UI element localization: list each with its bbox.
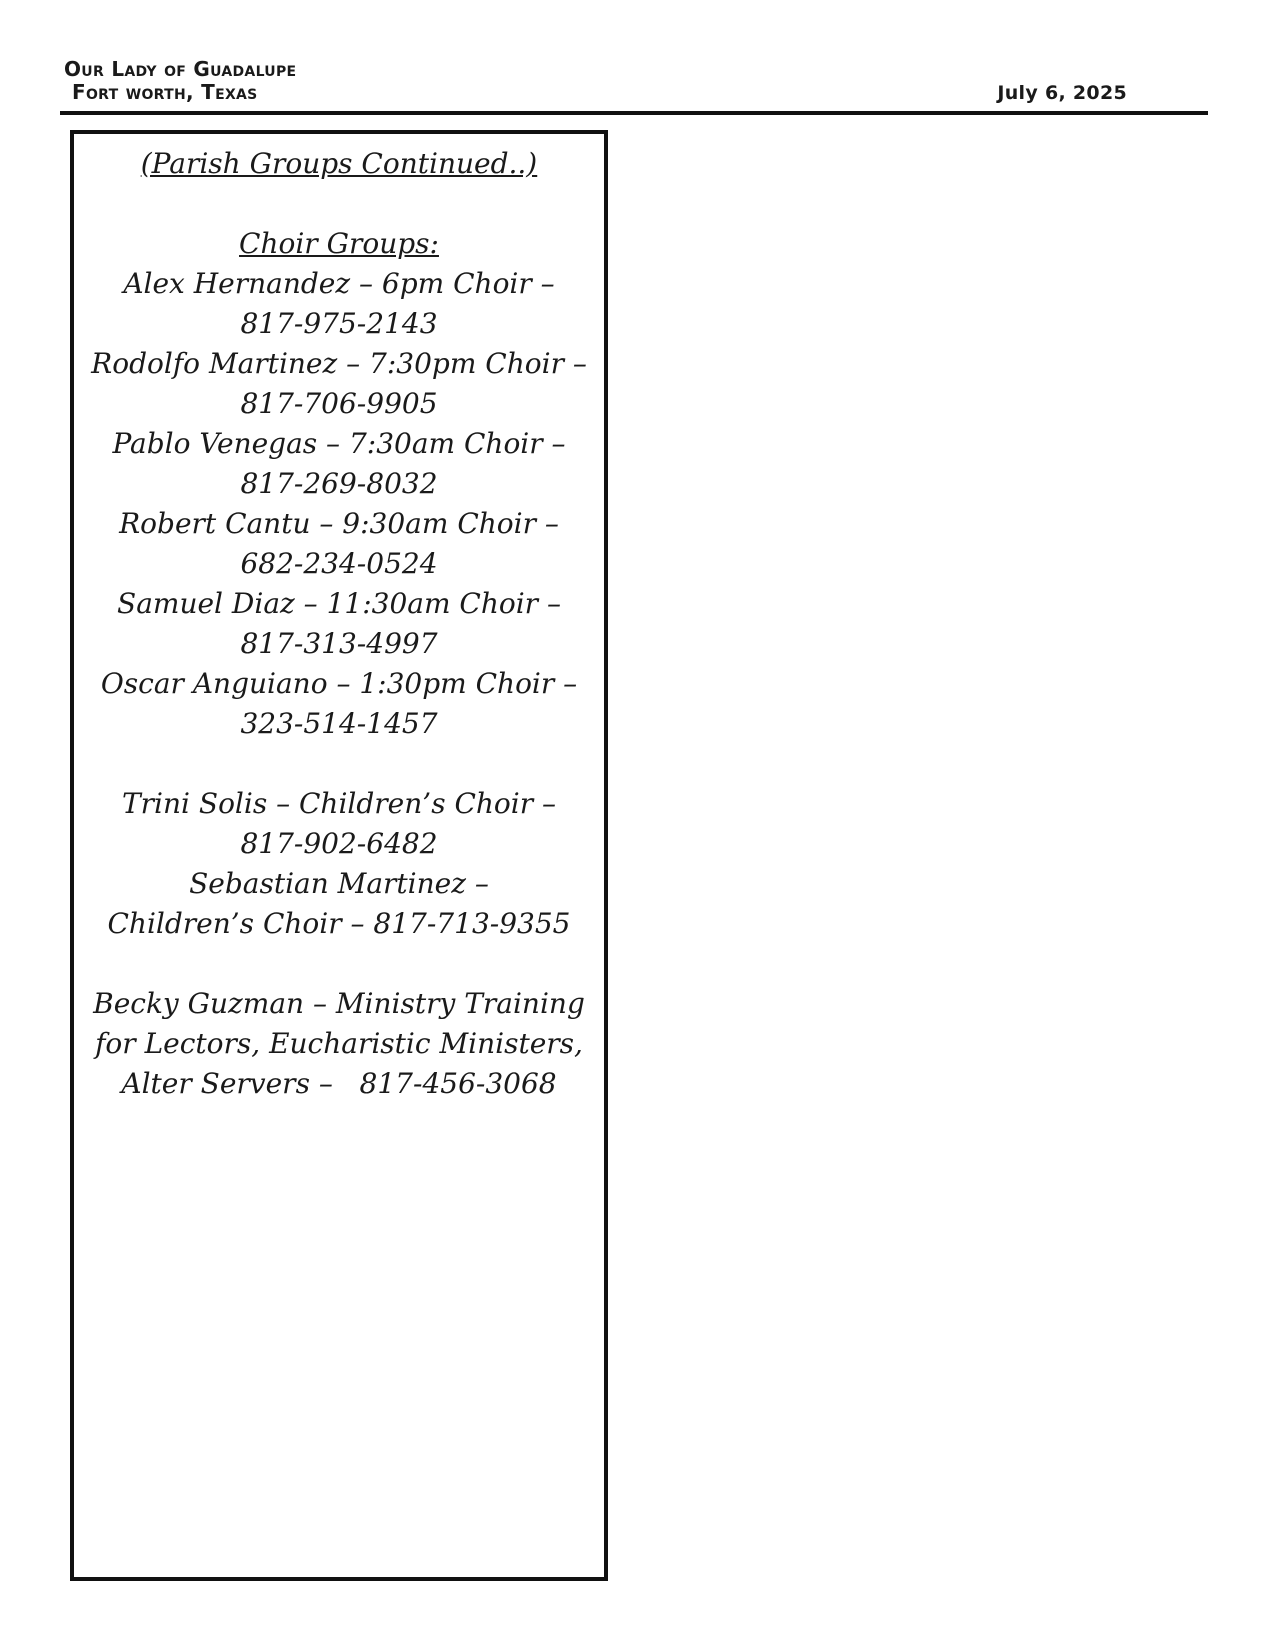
- choir-contact-phone: 817-269-8032: [240, 467, 438, 500]
- choir-contact-phone: 682-234-0524: [240, 547, 438, 580]
- choir-contact-phone: 323-514-1457: [240, 707, 438, 740]
- bulletin-header: [64, 58, 296, 104]
- choir-contact-name: Oscar Anguiano – 1:30pm Choir –: [100, 667, 578, 700]
- choir-contact-phone: 817-313-4997: [240, 627, 438, 660]
- choir-contact-name: Samuel Diaz – 11:30am Choir –: [117, 587, 561, 620]
- bulletin-date: July 6, 2025: [997, 82, 1127, 104]
- ministry-training-line: Alter Servers – 817-456-3068: [121, 1067, 557, 1100]
- choir-contact-name: Robert Cantu – 9:30am Choir –: [119, 507, 559, 540]
- choir-contact-name: Rodolfo Martinez – 7:30pm Choir –: [91, 347, 587, 380]
- parish-groups-panel: [70, 130, 608, 1581]
- header-divider: [60, 111, 1208, 115]
- children-choir-phone: Children’s Choir – 817-713-9355: [107, 907, 571, 940]
- choir-contact-name: Pablo Venegas – 7:30am Choir –: [112, 427, 566, 460]
- parish-name: Our Lady of Guadalupe: [64, 57, 297, 81]
- choir-groups-heading: Choir Groups:: [239, 227, 439, 260]
- ministry-training-line: Becky Guzman – Ministry Training: [93, 987, 585, 1020]
- choir-contact-name: Alex Hernandez – 6pm Choir –: [123, 267, 555, 300]
- children-choir-contact: Trini Solis – Children’s Choir –: [121, 787, 557, 820]
- ministry-training-line: for Lectors, Eucharistic Ministers,: [95, 1027, 583, 1060]
- choir-contact-phone: 817-975-2143: [240, 307, 438, 340]
- continued-heading: (Parish Groups Continued..): [140, 147, 538, 180]
- children-choir-phone: 817-902-6482: [240, 827, 438, 860]
- parish-city: Fort worth, Texas: [72, 80, 258, 104]
- children-choir-contact: Sebastian Martinez –: [189, 867, 489, 900]
- choir-contact-phone: 817-706-9905: [240, 387, 438, 420]
